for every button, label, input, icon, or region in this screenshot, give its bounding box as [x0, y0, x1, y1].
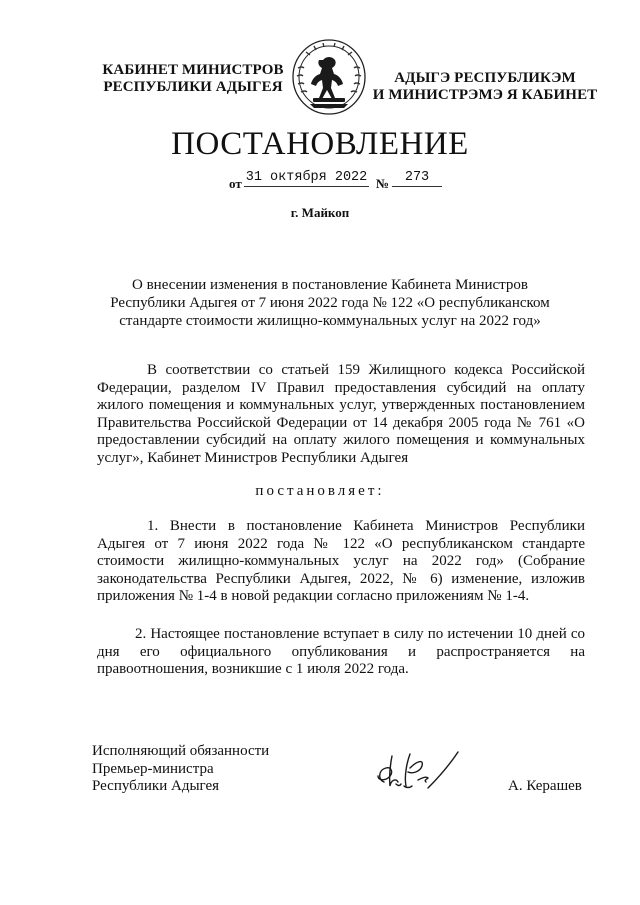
item-paragraph-2: 2. Настоящее постановление вступает в силу по истечении 10 дней со дня его официального опубликования и распространяется на правоотношения, возникшие с 1 июля 2022 года.: [97, 626, 585, 677]
document-number: 273: [392, 170, 442, 187]
date-prefix-label: от: [229, 176, 242, 191]
header-right-line1: АДЫГЭ РЕСПУБЛИКЭМ: [394, 70, 576, 86]
item-paragraph-1: 1. Внести в постановление Кабинета Министров Республики Адыгея от 7 июня 2022 года № 122 «О республиканском стандарте стоимости жилищно-коммунальных услуг на 2022 год» (Собрание законодательства Республики Адыгея, 2022, № 6) изменение, изложив приложения № 1-4 в новой редакции согласно приложениям № 1-4.: [97, 518, 585, 604]
signature-title-block: [92, 743, 269, 796]
handwritten-signature: [370, 740, 490, 800]
document-date: 31 октября 2022: [245, 170, 368, 185]
signer-position-line2: Премьер-министра: [92, 760, 214, 777]
header-left-line1: КАБИНЕТ МИНИСТРОВ: [102, 62, 284, 78]
number-sign-label: №: [376, 176, 390, 191]
signer-position-line1: Исполняющий обязанности: [92, 743, 270, 759]
header-right: [370, 70, 600, 104]
document-title: ПОСТАНОВЛЕНИЕ: [171, 126, 469, 162]
signer-name: А. Керашев: [508, 778, 582, 794]
decree-word: постановляет:: [255, 483, 385, 499]
signer-position-line3: Республики Адыгея: [92, 778, 220, 794]
header-left: [98, 62, 288, 96]
document-subject: О внесении изменения в постановление Кабинета Министров Республики Адыгея от 7 июня 2022 года № 122 «О республиканском стандарте стоимости жилищно-коммунальных услуг на 2022 год»: [110, 277, 550, 329]
dateline: [0, 170, 640, 194]
header-right-line2: И МИНИСТРЭМЭ Я КАБИНЕТ: [372, 87, 598, 103]
preamble-paragraph: В соответствии со статьей 159 Жилищного кодекса Российской Федерации, разделом IV Правил предоставления субсидий на оплату жилого помещения и коммунальных услуг, утвержденных постановлением Правительства Российской Федерации от 14 декабря 2005 года № 761 «О предоставлении субсидий на оплату жилого помещения и коммунальных услуг», Кабинет Министров Республики Адыгея: [97, 362, 585, 466]
header-left-line2: РЕСПУБЛИКИ АДЫГЕЯ: [103, 79, 283, 95]
coat-of-arms-emblem: [290, 38, 368, 116]
city-label: г. Майкоп: [290, 205, 350, 220]
